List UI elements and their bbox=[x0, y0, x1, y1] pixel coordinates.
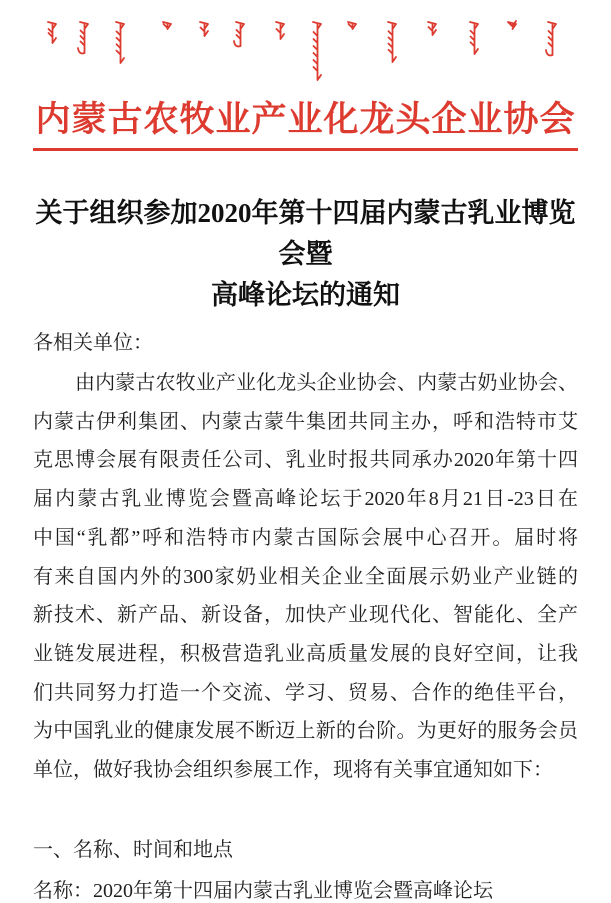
body-line: 内蒙古伊利集团、内蒙古蒙牛集团共同主办，呼和浩特市艾 bbox=[33, 410, 578, 433]
event-name-line: 名称：2020年第十四届内蒙古乳业博览会暨高峰论坛 bbox=[33, 879, 493, 902]
mongolian-word-glyph bbox=[233, 20, 247, 51]
body-line: 由内蒙古农牧业产业化龙头企业协会、内蒙古奶业协会、 bbox=[75, 372, 578, 394]
mongolian-script-row bbox=[33, 14, 578, 92]
body-line: 业链发展进程，积极营造乳业高质量发展的良好空间，让我 bbox=[33, 642, 578, 665]
section-heading: 一、名称、时间和地点 bbox=[33, 838, 233, 861]
mongolian-word-glyph bbox=[505, 20, 519, 31]
mongolian-word-glyph bbox=[77, 20, 91, 58]
body-line: 有来自国内外的300家奶业相关企业全面展示奶业产业链的 bbox=[33, 565, 578, 588]
doc-title-line-1: 关于组织参加2020年第十四届内蒙古乳业博览会暨 bbox=[35, 198, 576, 269]
mongolian-word-glyph bbox=[113, 20, 127, 68]
mongolian-word-glyph bbox=[345, 20, 359, 34]
salutation: 各相关单位： bbox=[33, 332, 153, 354]
body-line: 中国“乳都”呼和浩特市内蒙古国际会展中心召开。届时将 bbox=[33, 526, 578, 549]
mongolian-word-glyph bbox=[545, 20, 559, 60]
mongolian-word-glyph bbox=[45, 20, 59, 48]
mongolian-word-glyph bbox=[425, 20, 439, 40]
red-double-rule bbox=[33, 148, 578, 151]
notice-document-page bbox=[0, 14, 611, 902]
body-line: 们共同努力打造一个交流、学习、贸易、合作的绝佳平台， bbox=[33, 681, 578, 704]
mongolian-word-glyph bbox=[197, 20, 211, 41]
doc-title-line-2: 高峰论坛的通知 bbox=[211, 280, 400, 310]
mongolian-word-glyph bbox=[273, 20, 287, 44]
body-line: 克思博会展有限责任公司、乳业时报共同承办2020年第十四 bbox=[33, 449, 578, 472]
body-line: 新技术、新产品、新设备，加快产业现代化、智能化、全产 bbox=[33, 604, 578, 627]
mongolian-word-glyph bbox=[467, 20, 481, 59]
mongolian-word-glyph bbox=[310, 20, 324, 85]
body-line: 届内蒙古乳业博览会暨高峰论坛于2020年8月21日-23日在 bbox=[33, 488, 578, 511]
mongolian-word-glyph bbox=[385, 20, 399, 67]
body-line: 为中国乳业的健康发展不断迈上新的台阶。为更好的服务会员 bbox=[33, 720, 578, 743]
body-paragraph bbox=[33, 364, 578, 790]
org-title: 内蒙古农牧业产业化龙头企业协会 bbox=[35, 100, 576, 139]
body-line: 单位，做好我协会组织参展工作，现将有关事宜通知如下： bbox=[33, 759, 553, 782]
mongolian-word-glyph bbox=[160, 20, 174, 34]
doc-title bbox=[33, 193, 578, 316]
